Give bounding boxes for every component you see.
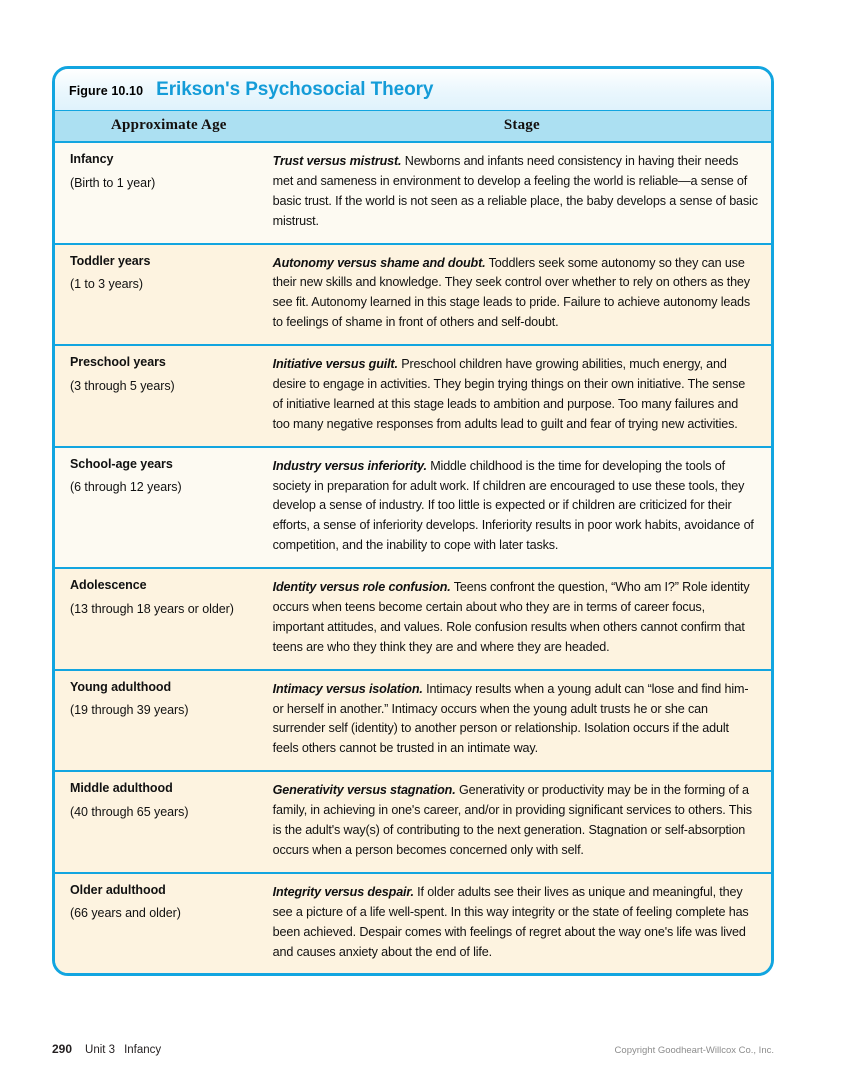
footer-unit-label: Unit 3 [85,1044,116,1056]
page-footer [52,1042,774,1056]
cell-stage [273,771,771,873]
cell-approximate-age [55,447,273,568]
footer-chapter-label: Infancy [124,1044,162,1056]
stage-name: Initiative versus guilt. [272,357,398,372]
figure-title: Erikson's Psychosocial Theory [156,79,434,100]
stage-name: Integrity versus despair. [272,884,414,899]
age-range: (40 through 65 years) [70,804,189,819]
stage-description [273,680,758,760]
stage-name: Intimacy versus isolation. [272,681,423,696]
stage-body-text: Middle childhood is the time for developing the tools of society in preparation for adult work. If children are encouraged to use these tools, they develop a sense of industry. If too little is expected or if children are criticized for their efforts, a sense of inferiority develops. Inferiority results in poor work habits, avoidance of competition, and the inability to cope with later tasks. [272,458,754,553]
table-row [55,771,771,873]
stage-description [273,781,758,861]
stage-body-text: If older adults see their lives as unique and meaningful, they see a picture of a life well-spent. In this way integrity or the state of feeling complete has been achieved. Despair comes with feelings of regret about the way one's life was lived and causes anxiety about the end of life. [272,884,749,959]
cell-stage [273,142,771,244]
copyright-notice: Copyright Goodheart-Willcox Co., Inc. [614,1045,774,1056]
stage-name: Trust versus mistrust. [272,154,402,168]
table-row [55,447,771,568]
stage-description [273,457,758,556]
cell-approximate-age [55,568,273,670]
stage-name: Autonomy versus shame and doubt. [272,255,486,270]
footer-left-group [52,1042,161,1056]
cell-stage [273,244,771,346]
age-range: (13 through 18 years or older) [70,601,234,616]
table-row [55,873,771,974]
cell-approximate-age [55,142,273,244]
table-body [55,142,771,973]
stage-body-text: Newborns and infants need consistency in having their needs met and sameness in environment to develop a feeling the world is reliable—a sense of basic trust. If the world is not seen as a reliable place, the baby develops a sense of basic mistrust. [272,154,758,228]
column-header-approximate-age: Approximate Age [55,111,273,142]
stage-name: Identity versus role confusion. [272,580,451,595]
column-header-stage: Stage [273,111,771,142]
table-header [55,111,771,142]
age-range: (6 through 12 years) [70,480,182,495]
age-label: School-age years [70,456,173,471]
figure-number-label: Figure 10.10 [69,84,144,98]
table-row [55,244,771,346]
table-row [55,142,771,244]
figure-box [52,66,774,976]
age-label: Preschool years [70,355,166,370]
cell-stage [273,873,771,974]
cell-stage [273,447,771,568]
age-range: (66 years and older) [70,906,181,921]
age-label: Older adulthood [70,882,166,897]
cell-approximate-age [55,873,273,974]
figure-title-bar [55,69,771,111]
cell-approximate-age [55,771,273,873]
stage-body-text: Generativity or productivity may be in the forming of a family, in achieving in one's career, and/or in providing significant services to others. This is the adult's way(s) of contributing to the next generation. Stagnation or self-absorption occurs when a person becomes concerned only with self. [272,783,752,857]
age-range: (Birth to 1 year) [70,175,156,190]
stage-body-text: Teens confront the question, “Who am I?” Role identity occurs when teens become certain about who they are in terms of career focus, important attitudes, and values. Role confusion results when others cannot confirm that teens are who they think they are and where they are headed. [272,580,750,654]
stage-name: Generativity versus stagnation. [272,783,456,798]
psychosocial-stages-table [55,111,771,973]
age-range: (19 through 39 years) [70,703,189,718]
stage-name: Industry versus inferiority. [272,458,427,473]
stage-description [273,254,758,334]
stage-body-text: Intimacy results when a young adult can “lose and find him- or herself in another.” Intimacy occurs when the young adult trusts he or she can surrender self (identity) to another person or relationship. Isolation occurs if the adult feels others cannot be trusted in an intimate way. [272,681,749,756]
table-row [55,345,771,447]
cell-stage [273,670,771,772]
cell-approximate-age [55,345,273,447]
age-label: Adolescence [70,578,147,593]
page-number: 290 [52,1042,73,1056]
cell-stage [273,345,771,447]
cell-approximate-age [55,670,273,772]
table-header-row [55,111,771,142]
stage-description [273,578,758,658]
cell-stage [273,568,771,670]
age-range: (1 to 3 years) [70,277,143,292]
stage-body-text: Toddlers seek some autonomy so they can use their new skills and knowledge. They seek control over whether to rely on others as they see fit. Autonomy learned in this stage leads to pride. Failure to achieve autonomy leads to feelings of shame in front of others and self-doubt. [272,255,751,330]
table-row [55,568,771,670]
stage-description [273,883,758,963]
age-label: Infancy [70,152,114,166]
age-label: Middle adulthood [70,781,173,796]
cell-approximate-age [55,244,273,346]
age-range: (3 through 5 years) [70,378,175,393]
stage-body-text: Preschool children have growing abilities, much energy, and desire to engage in activities. They begin trying things on their own initiative. The sense of initiative learned at this stage leads to ambition and purpose. Too many failures and too many negative responses from adults lead to guilt and fear of trying new activities. [272,357,746,431]
stage-description [273,152,758,232]
age-label: Toddler years [70,253,151,268]
table-row [55,670,771,772]
age-label: Young adulthood [70,679,172,694]
stage-description [273,355,758,435]
